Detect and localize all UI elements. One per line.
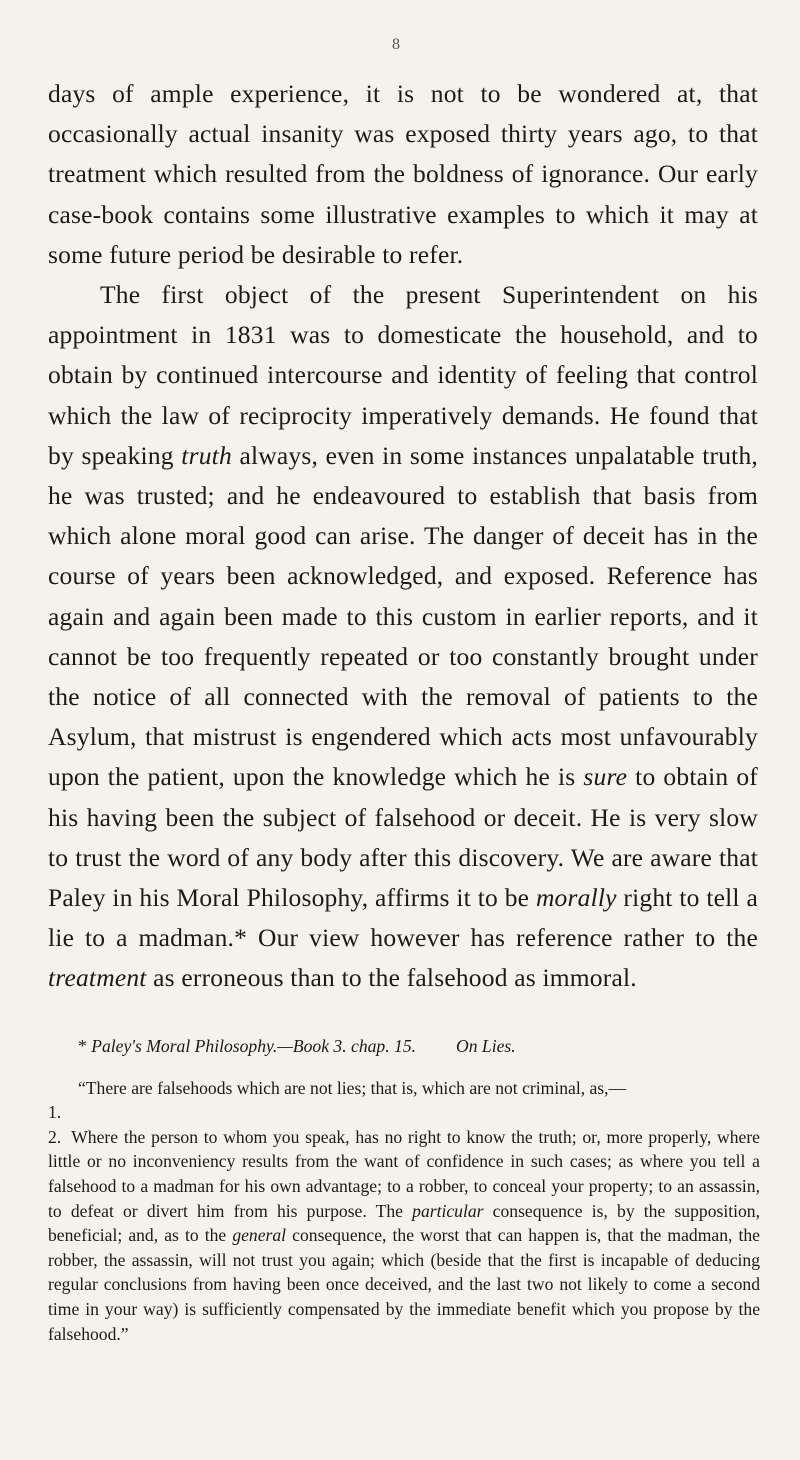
emphasis-sure: sure: [583, 762, 628, 792]
footnote-title: Paley's Moral Philosophy.: [91, 1036, 278, 1056]
text-span: to obtain of his having been the subject of falsehood or deceit. He is very slow to trust the word of any body after this discovery. We are aware that Paley in his Moral Philosophy, affirms it to be: [48, 762, 758, 913]
emphasis-truth: truth: [181, 440, 232, 470]
text-span: always, even in some instances unpalatable truth, he was trusted; and he endeavoured to establish that basis from which alone moral good can arise. The danger of deceit has in the course of years been acknowledged, and exposed. Reference has again and again been made to this custom in earlier reports, and it cannot be too frequently repeated or too constantly brought under the notice of all connected with the removal of patients to the Asylum, that mistrust is engendered which acts most unfavourably upon the patient, upon the knowledge which he is: [48, 440, 758, 792]
text-span: The first object of the present Superintendent on his appointment in 1831 was to domesticate the household, and to obtain by continued intercourse and identity of feeling that control which the law of reciprocity imperatively demands. He found that by speaking: [48, 280, 758, 470]
footnote-star: *: [78, 1036, 92, 1056]
text-span: Where the person to whom you speak, has no right to know the truth; or, more properly, where little or no inconveniency results from the want of confidence in such cases; as where you tell a falsehood to a madman for his own advantage; to a robber, to conceal your property; to an assassin, to defeat or divert him from his purpose. The: [48, 1126, 760, 1221]
emphasis-general: general: [232, 1225, 287, 1246]
footnote-quote-intro: “There are falsehoods which are not lies; that is, which are not criminal, as,—: [78, 1077, 627, 1098]
text-span: consequence, the worst that can happen is, that the madman, the robber, the assassin, will not trust you again; which (beside that the first is incapable of deducing regular conclusions from having been once deceived, and the last two not likely to come a second time in your way) is sufficiently compensated by the immediate benefit which you propose by the falsehood.”: [48, 1225, 760, 1344]
footnote-topic: On Lies.: [456, 1036, 516, 1056]
text-span: consequence is, by the supposition, beneficial; and, as to the: [48, 1200, 760, 1246]
footnote-item-1-number: 1.: [48, 1102, 62, 1123]
paragraph-2: [48, 275, 758, 999]
footnote-item-2: [48, 1125, 760, 1346]
footnote-reference: [48, 1034, 760, 1059]
emphasis-particular: particular: [412, 1200, 484, 1221]
text-span: days of ample experience, it is not to be wondered at, that occasionally actual insanity was exposed thirty years ago, to that treatment which resulted from the boldness of ignorance. Our early case-book contains some illustrative examples to which it may at some future period be desirable to refer.: [48, 79, 758, 269]
emphasis-treatment: treatment: [48, 963, 147, 993]
footnote-item-2-number: 2.: [48, 1126, 62, 1147]
main-text: [48, 74, 758, 999]
text-span: right to tell a lie to a madman.* Our view however has reference rather to the: [48, 883, 758, 953]
text-span: as erroneous than to the falsehood as immoral.: [146, 963, 637, 993]
paragraph-1: [48, 74, 758, 275]
page-number: 8: [392, 36, 400, 53]
footnote: [48, 1034, 760, 1346]
footnote-book: —Book 3. chap. 15.: [277, 1036, 417, 1056]
emphasis-morally: morally: [535, 883, 617, 913]
